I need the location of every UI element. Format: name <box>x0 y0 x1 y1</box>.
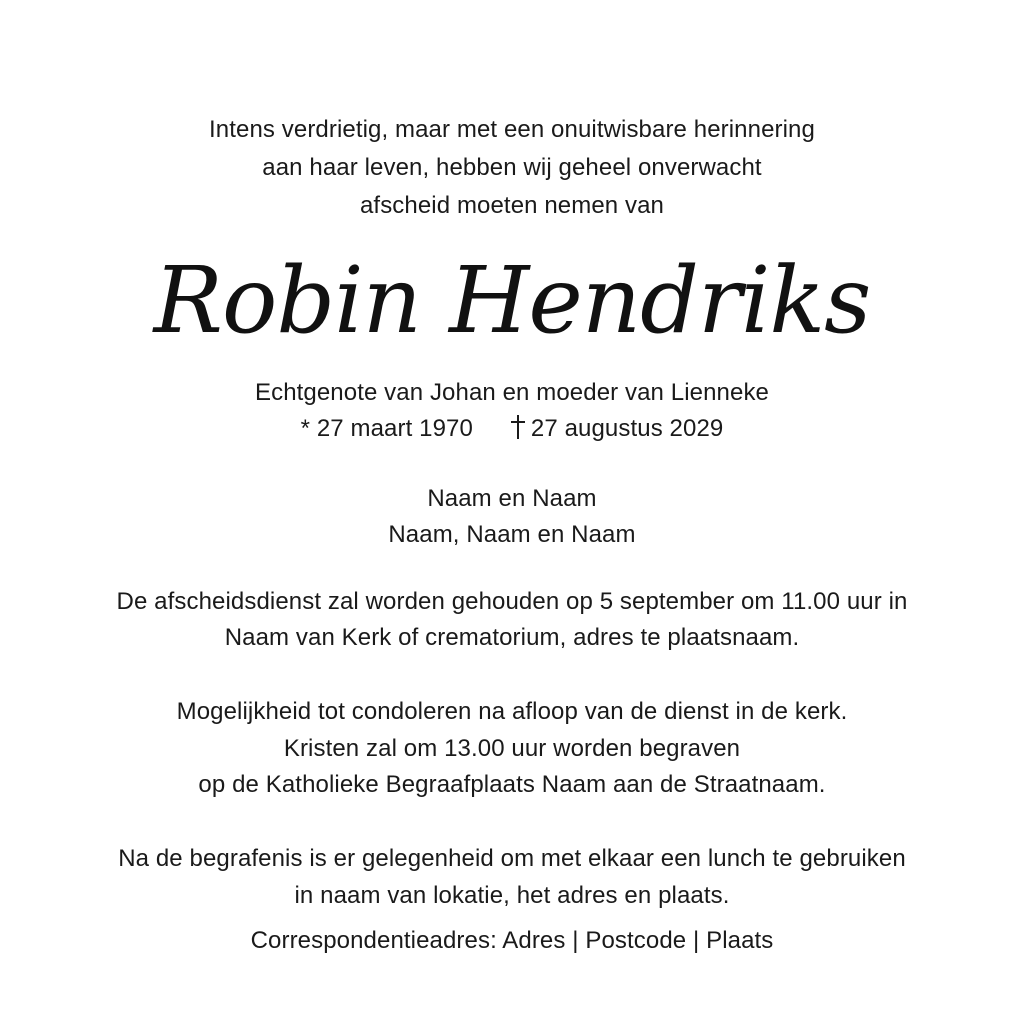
service-line-2: Naam van Kerk of crematorium, adres te plaatsnaam. <box>224 624 800 651</box>
cross-icon <box>511 415 525 439</box>
lunch-line-1: Na de begrafenis is er gelegenheid om met elkaar een lunch te gebruiken <box>118 845 906 872</box>
life-dates <box>0 414 1024 444</box>
death-date: 27 augustus 2029 <box>530 415 724 442</box>
relatives-line-2: Naam, Naam en Naam <box>388 521 636 548</box>
condolence-line-3: op de Katholieke Begraafplaats Naam aan de Straatnaam. <box>198 771 826 798</box>
birth-date: * 27 maart 1970 <box>300 415 473 442</box>
service-line-1: De afscheidsdienst zal worden gehouden op 5 september om 11.00 uur in <box>116 588 908 615</box>
intro-line-2: aan haar leven, hebben wij geheel onverwacht <box>262 154 762 181</box>
intro-line-1: Intens verdrietig, maar met een onuitwisbare herinnering <box>209 116 815 143</box>
deceased-relation: Echtgenote van Johan en moeder van Lienneke <box>254 379 769 406</box>
intro-line-3: afscheid moeten nemen van <box>359 192 665 219</box>
deceased-name: Robin Hendriks <box>153 247 871 354</box>
condolence-line-2: Kristen zal om 13.00 uur worden begraven <box>283 735 741 762</box>
relatives-line-1: Naam en Naam <box>427 485 597 512</box>
condolence-line-1: Mogelijkheid tot condoleren na afloop van de dienst in de kerk. <box>176 698 848 725</box>
lunch-line-2: in naam van lokatie, het adres en plaats. <box>294 882 730 909</box>
correspondence-address: Correspondentieadres: Adres | Postcode | Plaats <box>250 927 774 954</box>
